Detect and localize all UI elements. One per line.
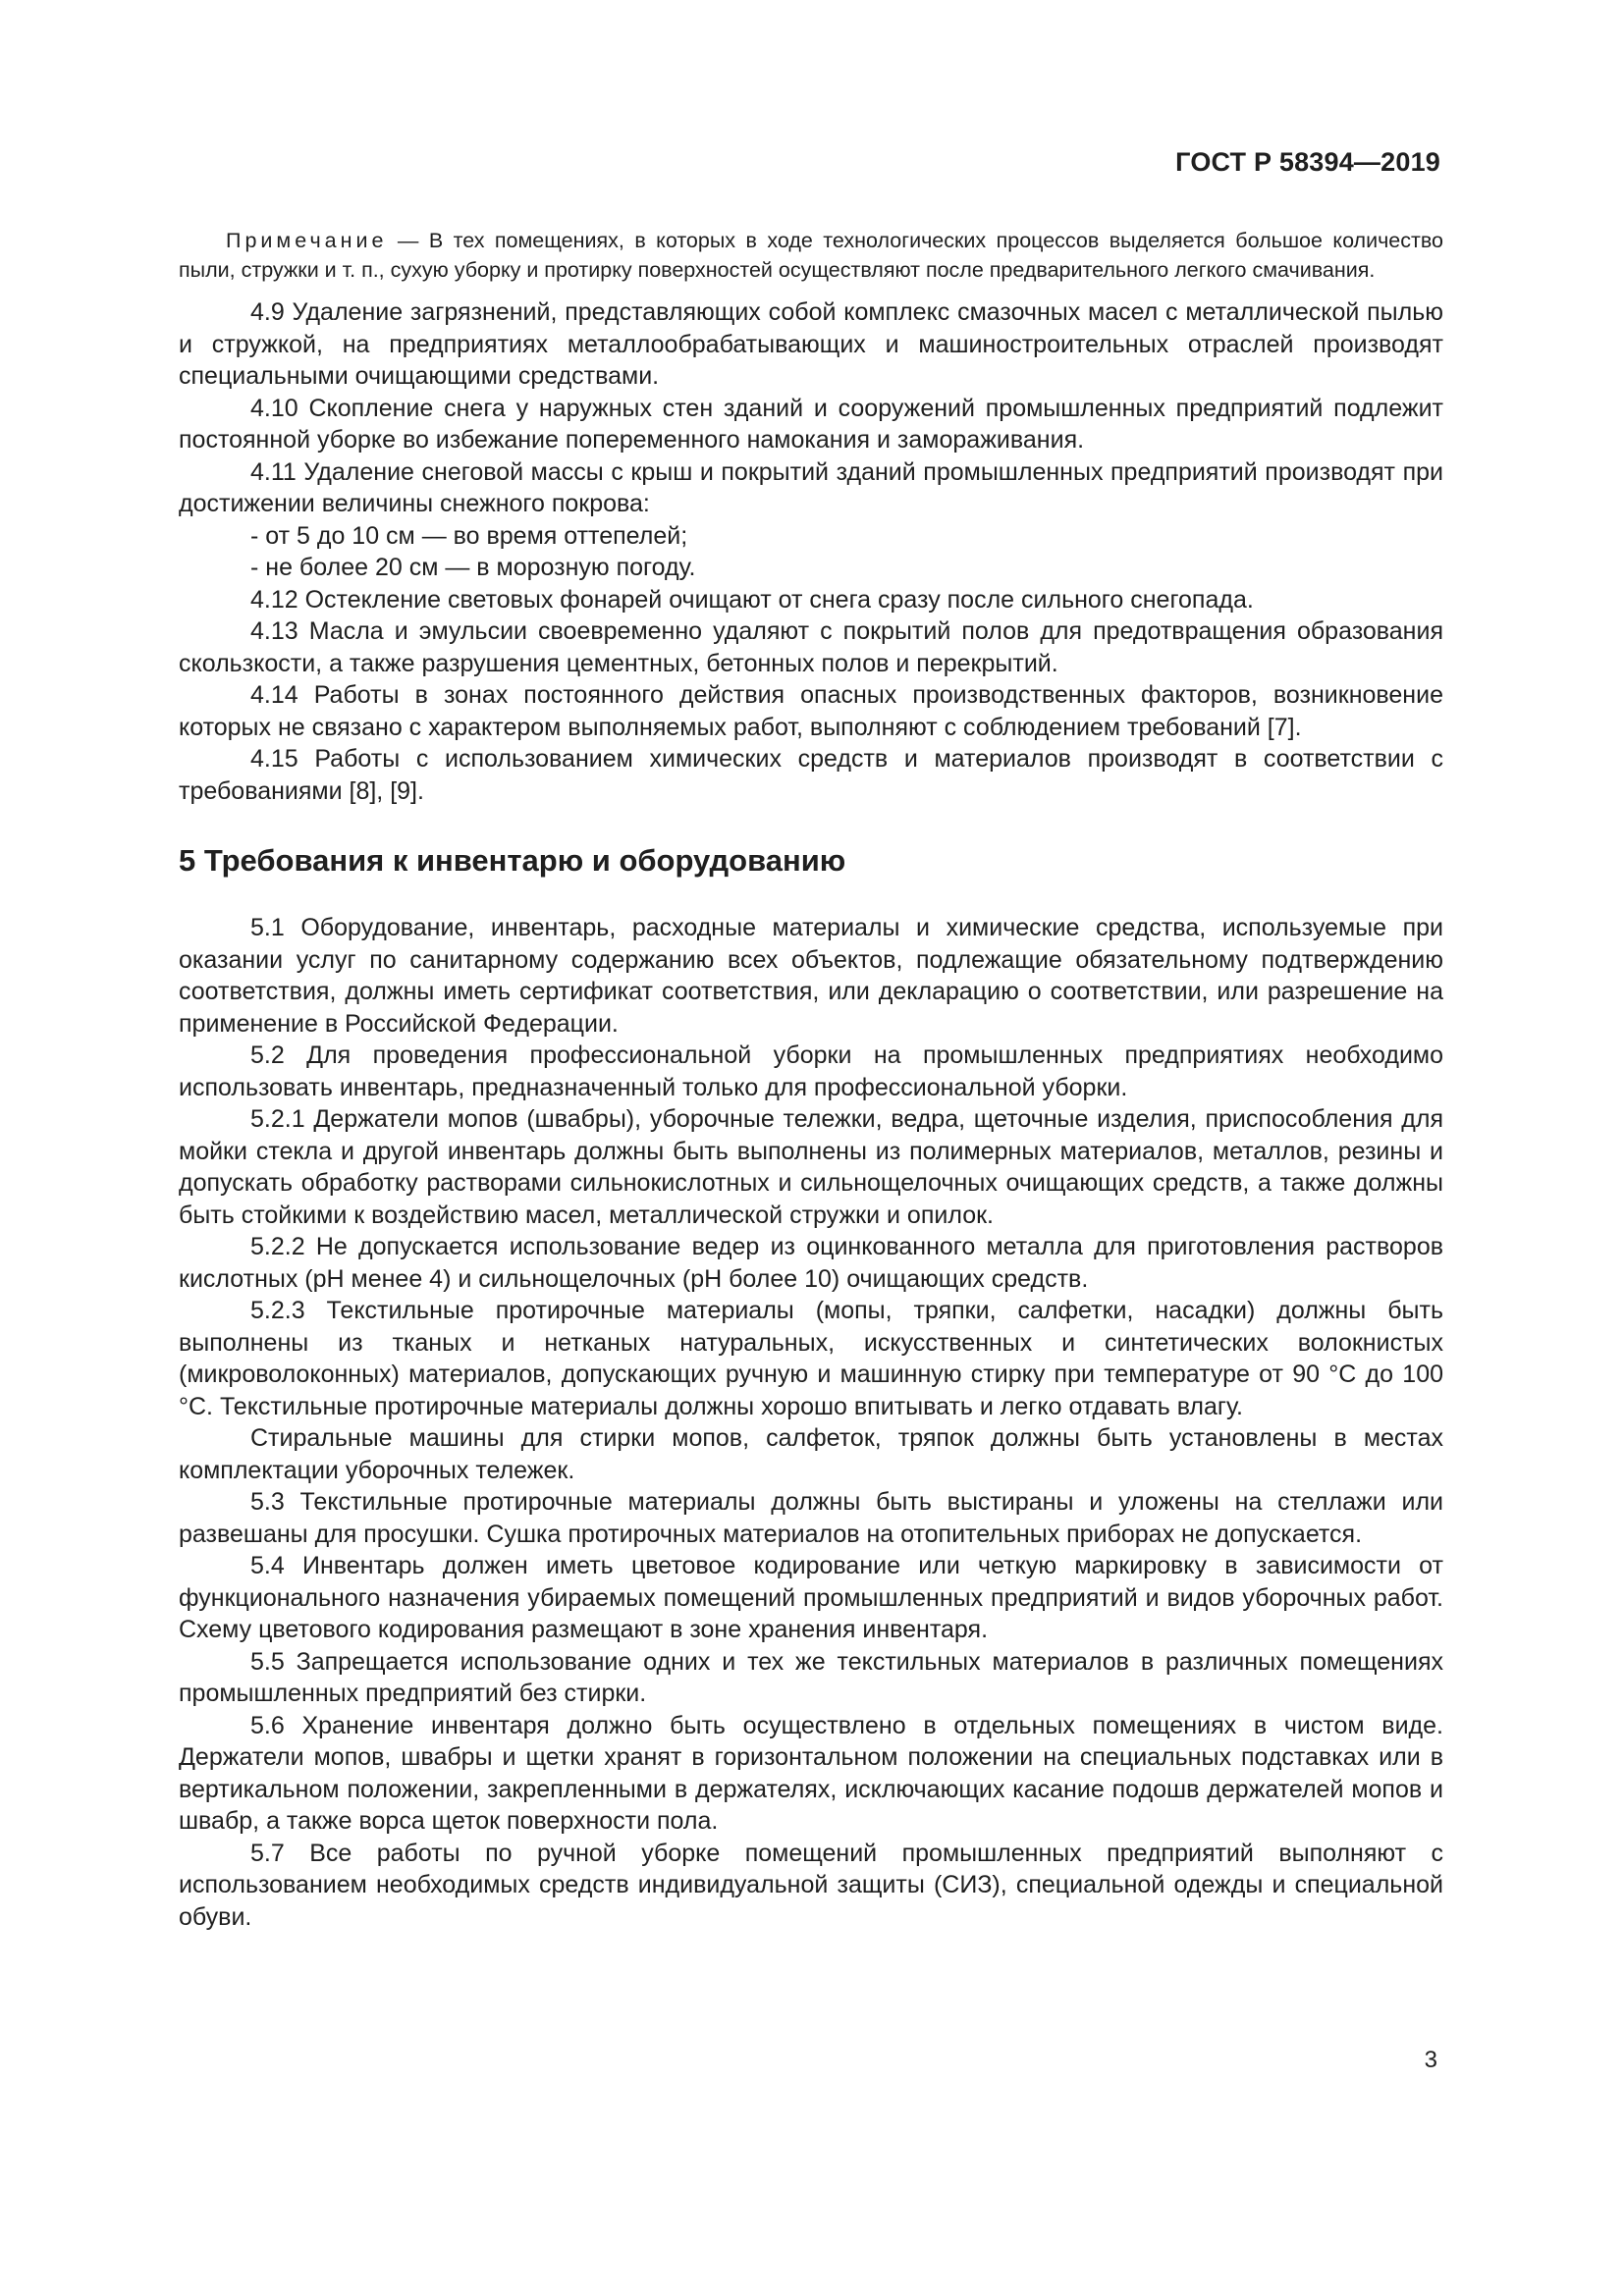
clause-5-1: 5.1 Оборудование, инвентарь, расходные материалы и химические средства, используемые при оказании услуг по санитарному содержанию всех объектов, подлежащие обязательному подтверждению соответствия, должны иметь сертификат соответствия, или декларацию о соответствии, или разрешение на применение в Российской Федерации.	[179, 914, 1443, 1038]
clause-4-14: 4.14 Работы в зонах постоянного действия опасных производственных факторов, возникновение которых не связано с характером выполняемых работ, выполняют с соблюдением требований [7].	[179, 681, 1443, 741]
clause-4-9: 4.9 Удаление загрязнений, представляющих собой комплекс смазочных масел с металлической пылью и стружкой, на предприятиях металлообрабатывающих и машиностроительных отраслей производят специальными очищающими средствами.	[179, 298, 1443, 390]
clause-4-15: 4.15 Работы с использованием химических средств и материалов производят в соответствии с требованиями [8], [9].	[179, 745, 1443, 805]
page-number: 3	[1424, 2047, 1437, 2073]
clause-5-2: 5.2 Для проведения профессиональной уборки на промышленных предприятиях необходимо использовать инвентарь, предназначенный только для профессиональной уборки.	[179, 1041, 1443, 1101]
document-body	[179, 226, 1443, 1933]
clause-5-3: 5.3 Текстильные протирочные материалы должны быть выстираны и уложены на стеллажи или развешаны для просушки. Сушка протирочных материалов на отопительных приборах не допускается.	[179, 1488, 1443, 1548]
clause-5-5: 5.5 Запрещается использование одних и тех же текстильных материалов в различных помещениях промышленных предприятий без стирки.	[179, 1647, 1443, 1707]
note-label: Примечание	[226, 229, 388, 252]
document-code-header: ГОСТ Р 58394—2019	[1175, 147, 1440, 177]
note-paragraph	[179, 226, 1443, 285]
list-item: - от 5 до 10 см — во время оттепелей;	[250, 521, 688, 550]
clause-5-6: 5.6 Хранение инвентаря должно быть осуществлено в отдельных помещениях в чистом виде. Держатели мопов, швабры и щетки хранят в горизонтальном положении на специальных подставках или в вертикальном положении, закрепленными в держателях, исключающих касание подошв держателей мопов и швабр, а также ворса щеток поверхности пола.	[179, 1711, 1443, 1835]
clause-5-7: 5.7 Все работы по ручной уборке помещений промышленных предприятий выполняют с использованием необходимых средств индивидуальной защиты (СИЗ), специальной одежды и специальной обуви.	[179, 1839, 1443, 1931]
clause-4-10: 4.10 Скопление снега у наружных стен зданий и сооружений промышленных предприятий подлежит постоянной уборке во избежание попеременного намокания и замораживания.	[179, 394, 1443, 454]
section-5-heading: 5 Требования к инвентарю и оборудованию	[179, 843, 846, 878]
clause-4-13: 4.13 Масла и эмульсии своевременно удаляют с покрытий полов для предотвращения образования скользкости, а также разрушения цементных, бетонных полов и перекрытий.	[179, 617, 1443, 677]
clause-5-4: 5.4 Инвентарь должен иметь цветовое кодирование или четкую маркировку в зависимости от функционального назначения убираемых помещений промышленных предприятий и видов уборочных работ. Схему цветового кодирования размещают в зоне хранения инвентаря.	[179, 1552, 1443, 1643]
clause-4-11: 4.11 Удаление снеговой массы с крыш и покрытий зданий промышленных предприятий производят при достижении величины снежного покрова:	[179, 457, 1443, 517]
note-text: — В тех помещениях, в которых в ходе технологических процессов выделяется большое количество пыли, стружки и т. п., сухую уборку и протирку поверхностей осуществляют после предварительного легкого смачивания.	[179, 229, 1443, 282]
list-item: - не более 20 см — в морозную погоду.	[250, 554, 696, 581]
clause-5-2-2: 5.2.2 Не допускается использование ведер из оцинкованного металла для приготовления растворов кислотных (pH менее 4) и сильнощелочных (pH более 10) очищающих средств.	[179, 1233, 1443, 1293]
clause-5-2-3: 5.2.3 Текстильные протирочные материалы (мопы, тряпки, салфетки, насадки) должны быть выполнены из тканых и нетканых натуральных, искусственных и синтетических волокнистых (микроволоконных) материалов, допускающих ручную и машинную стирку при температуре от 90 °С до 100 °С. Текстильные протирочные материалы должны хорошо впитывать и легко отдавать влагу.	[179, 1297, 1443, 1420]
clause-5-2-1: 5.2.1 Держатели мопов (швабры), уборочные тележки, ведра, щеточные изделия, приспособления для мойки стекла и другой инвентарь должны быть выполнены из полимерных материалов, металлов, резины и допускать обработку растворами сильнокислотных и сильнощелочных очищающих средств, а также должны быть стойкими к воздействию масел, металлической стружки и опилок.	[179, 1105, 1443, 1229]
washing-machines-paragraph: Стиральные машины для стирки мопов, салфеток, тряпок должны быть установлены в местах комплектации уборочных тележек.	[179, 1424, 1443, 1484]
clause-4-12: 4.12 Остекление световых фонарей очищают от снега сразу после сильного снегопада.	[250, 585, 1254, 614]
